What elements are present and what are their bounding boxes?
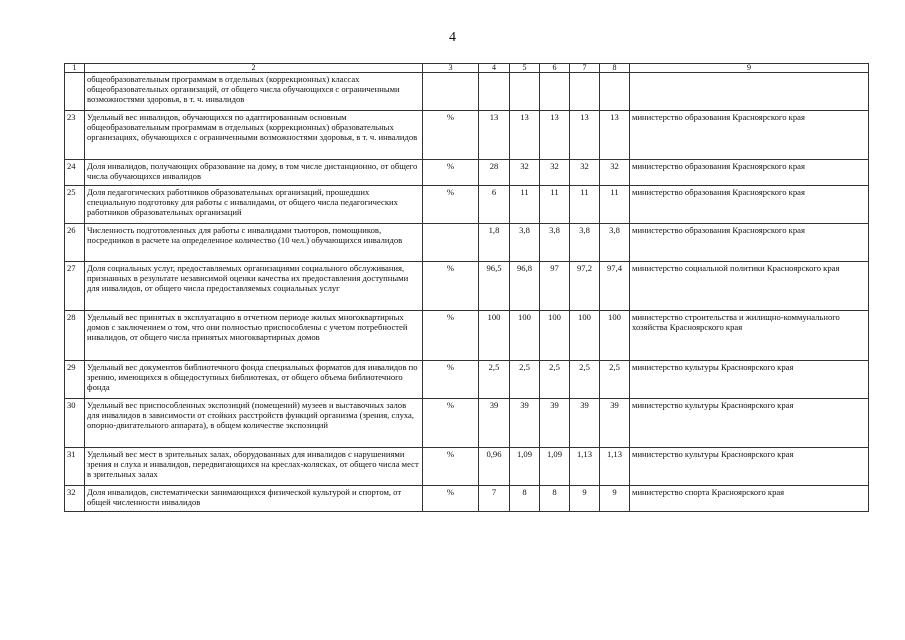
value-cell: 97 (540, 262, 570, 311)
value-cell: 13 (479, 111, 510, 160)
value-cell: 100 (510, 311, 540, 361)
value-cell: 3,8 (510, 224, 540, 262)
column-header: 2 (85, 64, 423, 73)
value-cell: 13 (540, 111, 570, 160)
unit-cell: % (423, 262, 479, 311)
unit-cell: % (423, 361, 479, 399)
value-cell: 97,4 (600, 262, 630, 311)
unit-cell: % (423, 311, 479, 361)
indicator-name: Удельный вес приспособленных экспозиций (помещений) музеев и выставочных залов для инвалидов в зависимости от стойких расстройств функций организма (зрения, слуха, опорно-двигательного аппарата), в общем количестве экспозиций (85, 399, 423, 448)
value-cell: 32 (510, 160, 540, 186)
value-cell: 3,8 (570, 224, 600, 262)
value-cell: 6 (479, 186, 510, 224)
indicator-name: Доля социальных услуг, предоставляемых организациями социального обслуживания, признанных в результате независимой оценки качества их предоставления доступными для инвалидов, от общего числа предоставляемых социальных услуг (85, 262, 423, 311)
indicator-name: Доля педагогических работников образовательных организаций, прошедших специальную подготовку для работы с инвалидами, от общего числа педагогических работников образовательных организаций (85, 186, 423, 224)
column-number-row (65, 64, 869, 73)
value-cell: 39 (540, 399, 570, 448)
table-row (65, 224, 869, 262)
row-number: 23 (65, 111, 85, 160)
indicator-name: Удельный вес инвалидов, обучающихся по адаптированным основным общеобразовательным программам в отдельных (коррекционных) образовательных организациях, обучающихся с ограниченными возможностями здоровья, в т. ч. инвалидов (85, 111, 423, 160)
row-number: 29 (65, 361, 85, 399)
table-row (65, 399, 869, 448)
indicator-name: Доля инвалидов, систематически занимающихся физической культурой и спортом, от общей численности инвалидов (85, 486, 423, 512)
value-cell: 9 (600, 486, 630, 512)
table-row (65, 262, 869, 311)
value-cell (600, 73, 630, 111)
indicators-table (64, 63, 869, 512)
responsible-body: министерство культуры Красноярского края (630, 361, 869, 399)
responsible-body: министерство спорта Красноярского края (630, 486, 869, 512)
indicator-name: Удельный вес принятых в эксплуатацию в отчетном периоде жилых многоквартирных домов с заключением о том, что они полностью приспособлены с учетом потребностей инвалидов, от общего числа принятых многоквартирных домов (85, 311, 423, 361)
value-cell: 97,2 (570, 262, 600, 311)
value-cell: 11 (540, 186, 570, 224)
value-cell: 100 (479, 311, 510, 361)
value-cell: 3,8 (600, 224, 630, 262)
row-number: 31 (65, 448, 85, 486)
table-row (65, 486, 869, 512)
column-header: 4 (479, 64, 510, 73)
value-cell (479, 73, 510, 111)
value-cell: 32 (600, 160, 630, 186)
indicator-name: Удельный вес мест в зрительных залах, оборудованных для инвалидов с нарушениями зрения и слуха и инвалидов, передвигающихся на креслах-колясках, от общего числа мест в зрительных залах (85, 448, 423, 486)
table-row (65, 160, 869, 186)
responsible-body: министерство культуры Красноярского края (630, 399, 869, 448)
value-cell: 100 (540, 311, 570, 361)
indicator-name: общеобразовательным программам в отдельных (коррекционных) классах общеобразовательных организаций, от общего числа обучающихся с ограниченными возможностями здоровья, в т. ч. инвалидов (85, 73, 423, 111)
value-cell: 2,5 (540, 361, 570, 399)
responsible-body: министерство образования Красноярского края (630, 111, 869, 160)
value-cell: 11 (570, 186, 600, 224)
table-row (65, 448, 869, 486)
value-cell: 8 (540, 486, 570, 512)
value-cell: 1,13 (600, 448, 630, 486)
unit-cell (423, 224, 479, 262)
value-cell (510, 73, 540, 111)
value-cell: 39 (510, 399, 540, 448)
value-cell: 2,5 (600, 361, 630, 399)
responsible-body: министерство социальной политики Красноярского края (630, 262, 869, 311)
value-cell: 0,96 (479, 448, 510, 486)
value-cell: 8 (510, 486, 540, 512)
value-cell: 1,8 (479, 224, 510, 262)
table-row (65, 186, 869, 224)
unit-cell: % (423, 111, 479, 160)
responsible-body (630, 73, 869, 111)
value-cell (570, 73, 600, 111)
indicator-name: Удельный вес документов библиотечного фонда специальных форматов для инвалидов по зрению, имеющихся в общедоступных библиотеках, от общего объема библиотечного фонда (85, 361, 423, 399)
column-header: 6 (540, 64, 570, 73)
unit-cell: % (423, 399, 479, 448)
value-cell (540, 73, 570, 111)
value-cell: 11 (600, 186, 630, 224)
value-cell: 32 (540, 160, 570, 186)
row-number (65, 73, 85, 111)
value-cell: 13 (600, 111, 630, 160)
value-cell: 100 (600, 311, 630, 361)
unit-cell (423, 73, 479, 111)
responsible-body: министерство строительства и жилищно-коммунального хозяйства Красноярского края (630, 311, 869, 361)
column-header: 9 (630, 64, 869, 73)
row-number: 24 (65, 160, 85, 186)
value-cell: 2,5 (479, 361, 510, 399)
column-header: 3 (423, 64, 479, 73)
value-cell: 13 (510, 111, 540, 160)
value-cell: 96,5 (479, 262, 510, 311)
row-number: 27 (65, 262, 85, 311)
value-cell: 39 (479, 399, 510, 448)
indicator-name: Численность подготовленных для работы с инвалидами тьюторов, помощников, посредников в расчете на определенное количество (10 чел.) обучающихся инвалидов (85, 224, 423, 262)
unit-cell: % (423, 486, 479, 512)
indicator-name: Доля инвалидов, получающих образование на дому, в том числе дистанционно, от общего числа обучающихся инвалидов (85, 160, 423, 186)
responsible-body: министерство образования Красноярского края (630, 160, 869, 186)
value-cell: 2,5 (510, 361, 540, 399)
row-number: 30 (65, 399, 85, 448)
value-cell: 2,5 (570, 361, 600, 399)
unit-cell: % (423, 448, 479, 486)
column-header: 1 (65, 64, 85, 73)
responsible-body: министерство образования Красноярского края (630, 186, 869, 224)
row-number: 28 (65, 311, 85, 361)
unit-cell: % (423, 160, 479, 186)
value-cell: 11 (510, 186, 540, 224)
unit-cell: % (423, 186, 479, 224)
column-header: 7 (570, 64, 600, 73)
value-cell: 1,13 (570, 448, 600, 486)
responsible-body: министерство образования Красноярского края (630, 224, 869, 262)
value-cell: 100 (570, 311, 600, 361)
table-row (65, 361, 869, 399)
row-number: 32 (65, 486, 85, 512)
page-number: 4 (449, 30, 456, 45)
table-row (65, 311, 869, 361)
value-cell: 7 (479, 486, 510, 512)
table-row (65, 73, 869, 111)
column-header: 5 (510, 64, 540, 73)
responsible-body: министерство культуры Красноярского края (630, 448, 869, 486)
value-cell: 9 (570, 486, 600, 512)
row-number: 26 (65, 224, 85, 262)
value-cell: 3,8 (540, 224, 570, 262)
value-cell: 1,09 (510, 448, 540, 486)
value-cell: 39 (600, 399, 630, 448)
table-row (65, 111, 869, 160)
value-cell: 13 (570, 111, 600, 160)
value-cell: 32 (570, 160, 600, 186)
value-cell: 39 (570, 399, 600, 448)
value-cell: 28 (479, 160, 510, 186)
value-cell: 1,09 (540, 448, 570, 486)
row-number: 25 (65, 186, 85, 224)
value-cell: 96,8 (510, 262, 540, 311)
column-header: 8 (600, 64, 630, 73)
